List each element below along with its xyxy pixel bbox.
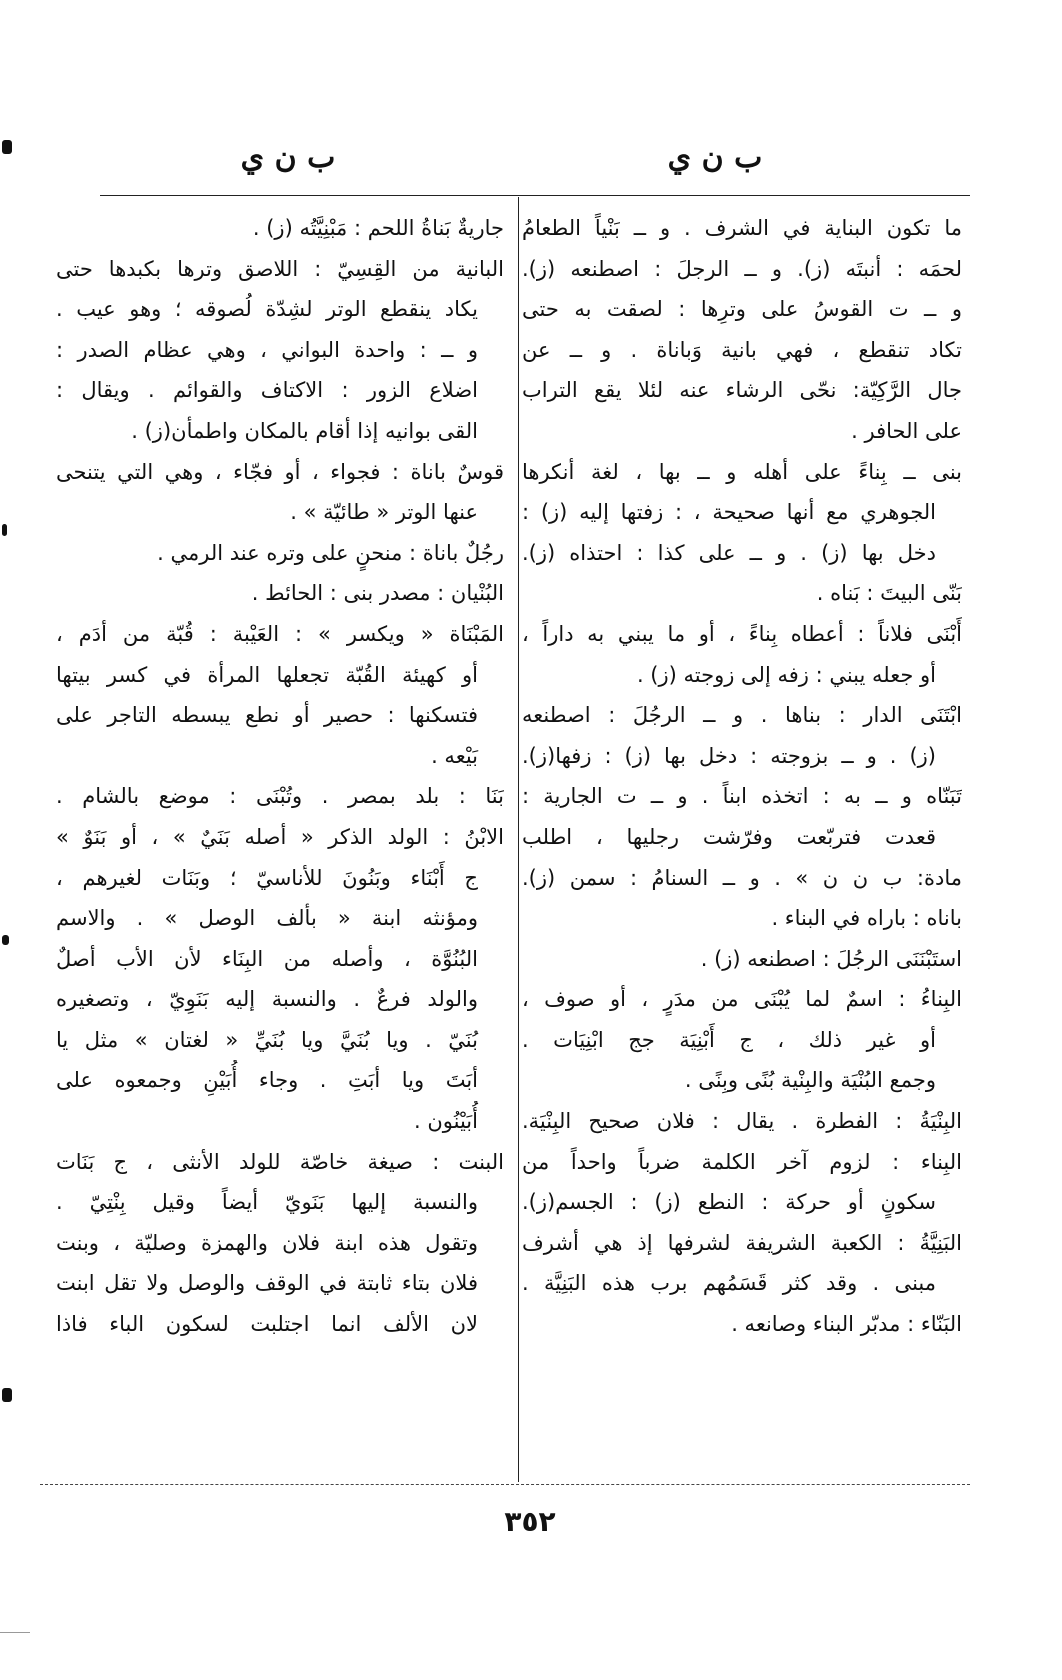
entry-line: البُنْيان : مصدر بنى : الحائط . <box>251 581 504 606</box>
entry-line: استَبْنَنَى الرجُلَ : اصطنعه (ز) . <box>700 946 962 971</box>
entry-line: ابْتَنَى الدار : بناها . و ــ الرجُلَ : اصطنعه <box>522 703 962 728</box>
entry-line: قعدت فتربّعت وفرّشت رجليها ، اطلب <box>522 824 936 849</box>
entry-line: أُبَيْنُون . <box>414 1109 478 1134</box>
entry-line: بُنَيّ . ويا بُنَيَّ ويا بُنَيِّ « لغتان » مثل يا <box>56 1027 478 1052</box>
scan-edge-mark <box>2 140 12 154</box>
entry-line: بنى ــ بِناءً على أهله و ــ بها ، لغة أنكرها <box>522 459 962 484</box>
right-column <box>522 208 962 1345</box>
entry-line: البِناءُ : اسمٌ لما يُبْنَى من مدَرٍ ، أو صوف ، <box>522 987 962 1012</box>
entry-line: بَنَا : بلد بمصر . وتُبْنَى : موضع بالشام . <box>56 784 504 809</box>
entry-line: جاريةٌ بَناةُ اللحم : مَبْنِيَّتُه (ز) . <box>252 216 504 240</box>
entry-line: المَبْنَاة « ويكسر » : العَيْبة : قُبّة من أدَم ، <box>56 621 504 646</box>
entry-line: على الحافر . <box>851 418 962 443</box>
entry-line: البُنُوَّة ، وأصله من البِنَاء لأن الأب أصلٌ <box>56 946 478 971</box>
entry-line: تكاد تنقطع ، فهي بانية وَباناة . و ــ عن <box>522 337 962 362</box>
entry-line: أو جعله يبني : زفه إلى زوجته (ز) . <box>636 662 936 687</box>
entry-line: البِنْيَةُ : الفطرة . يقال : فلان صحيح البِنْيَة. <box>522 1109 962 1134</box>
entry-line: القى بوانيه إذا أقام بالمكان واطمأن(ز) . <box>131 418 478 443</box>
entry-line: فلان بتاء ثابتة في الوقف والوصل ولا تقل ابنت <box>56 1271 478 1296</box>
column-divider <box>518 197 519 1482</box>
entry-line: والنسبة إليها بَنَويّ أيضاً وقيل بِنْتِيّ . <box>56 1190 478 1215</box>
entry-line: بَيْعه . <box>431 743 478 768</box>
entry-line: لحمَه : أنبتَه (ز). و ــ الرجلَ : اصطنعه (ز). <box>522 256 962 281</box>
entry-line: سكونٍ أو حركة : النطع (ز) : الجسم(ز). <box>522 1190 936 1215</box>
scan-edge-mark <box>2 1388 12 1402</box>
entry-line: ج أَبْنَاء وبَنُونَ للأناسيّ ؛ وبَنَات لغيرهم ، <box>56 865 478 890</box>
page-number: ٣٥٢ <box>504 1505 556 1538</box>
entry-line: يكاد ينقطع الوتر لشِدّة لُصوقه ؛ وهو عيب . <box>56 297 478 322</box>
entry-line: لان الألف انما اجتلبت لسكون الباء فاذا <box>56 1312 478 1337</box>
entry-line: بَنّى البيتَ : بَناه . <box>816 581 962 606</box>
entry-line: فتسكنها : حصير أو نطع يبسطه التاجر على <box>56 703 478 728</box>
entry-line: اضلاع الزور : الاكتاف والقوائم . ويقال : <box>56 378 478 403</box>
entry-line: مبنى . وقد كثر قَسَمُهم برب هذه البَنِيَّة . <box>522 1271 936 1296</box>
entry-line: البانية من القِسِيّ : اللاصق وترها بكبدها حتى <box>56 256 504 281</box>
running-header-right: ب ن ي <box>667 140 763 175</box>
left-column <box>56 208 504 1345</box>
entry-line: أَبْنَى فلاناً : أعطاه بِناءً ، أو ما يبني به داراً ، <box>522 621 962 646</box>
scan-edge-mark <box>2 524 7 536</box>
entry-line: البَنِيَّةُ : الكعبة الشريفة لشرفها إذ هي أشرف <box>522 1230 962 1255</box>
entry-line: أو كهيئة القُبّة تجعلها المرأة في كسر بيتها <box>56 662 478 687</box>
entry-line: قوسٌ باناة : فجواء ، أو فجّاء ، وهي التي يتنحى <box>56 459 504 484</box>
scan-margin-line <box>0 1632 30 1633</box>
entry-line: الجوهري مع أنها صحيحة ، : زفتها إليه (ز) : <box>522 500 936 525</box>
entry-line: جال الرَّكِيّة: نحّى الرشاء عنه لئلا يقع التراب <box>522 378 962 403</box>
entry-line: أو غير ذلك ، ج أَبْنِيَة جج ابْنِيَات . <box>522 1027 936 1052</box>
entry-line: (ز) . و ــ بزوجته : دخل بها (ز) : زفها(ز). <box>522 743 936 768</box>
entry-line: البَنّاء : مدبّر البناء وصانعه . <box>731 1312 962 1337</box>
entry-line: و ــ ت القوسُ على وترِها : لصقت به حتى <box>522 297 962 322</box>
entry-line: الابْنُ : الولد الذكر « أصله بَنَيٌ » ، أو بَنَوٌ » <box>56 824 504 849</box>
entry-line: وتقول هذه ابنة فلان والهمزة وصليّة ، وبنت <box>56 1230 478 1255</box>
scan-edge-mark <box>2 935 9 945</box>
entry-line: عنها الوتر « طائيّة » . <box>290 500 478 525</box>
entry-line: ومؤنثه ابنة « بألف الوصل » . والاسم <box>56 906 478 931</box>
entry-line: البِناء : لزوم آخر الكلمة ضرباً واحداً من <box>522 1149 962 1174</box>
header-rule <box>100 195 970 196</box>
running-header-left: ب ن ي <box>240 140 336 175</box>
entry-line: تَبَنّاه و ــ به : اتخذه ابناً . و ــ ت الجارية : <box>522 784 962 809</box>
entry-line: مادة: ب ن ن » . و ــ السنامُ : سمن (ز). <box>522 865 962 890</box>
entry-line: باناه : باراه في البناء . <box>771 906 962 931</box>
entry-line: البنت : صيغة خاصّة للولد الأنثى ، ج بَنَات <box>56 1149 504 1174</box>
entry-line: والولد فرعٌ . والنسبة إليه بَنَوِيّ ، وتصغيره <box>56 987 478 1012</box>
footer-rule <box>40 1484 970 1485</box>
entry-line: رجُلٌ باناة : منحنٍ على وتره عند الرمي . <box>157 540 504 565</box>
entry-line: أبَتَ ويا أبَتِ . وجاء أُبَيْنِ وجمعوه على <box>56 1068 478 1093</box>
entry-line: و ــ : واحدة البواني ، وهي عظام الصدر : <box>56 337 478 362</box>
entry-line: ما تكون البناية في الشرف . و ــ بَنْياً الطعامُ <box>522 216 962 240</box>
entry-line: دخل بها (ز) . و ــ على كذا : احتذاه (ز). <box>522 540 936 565</box>
entry-line: وجمع البُنْيَة والبِنْية بُنًى وبِنًى . <box>684 1068 936 1093</box>
